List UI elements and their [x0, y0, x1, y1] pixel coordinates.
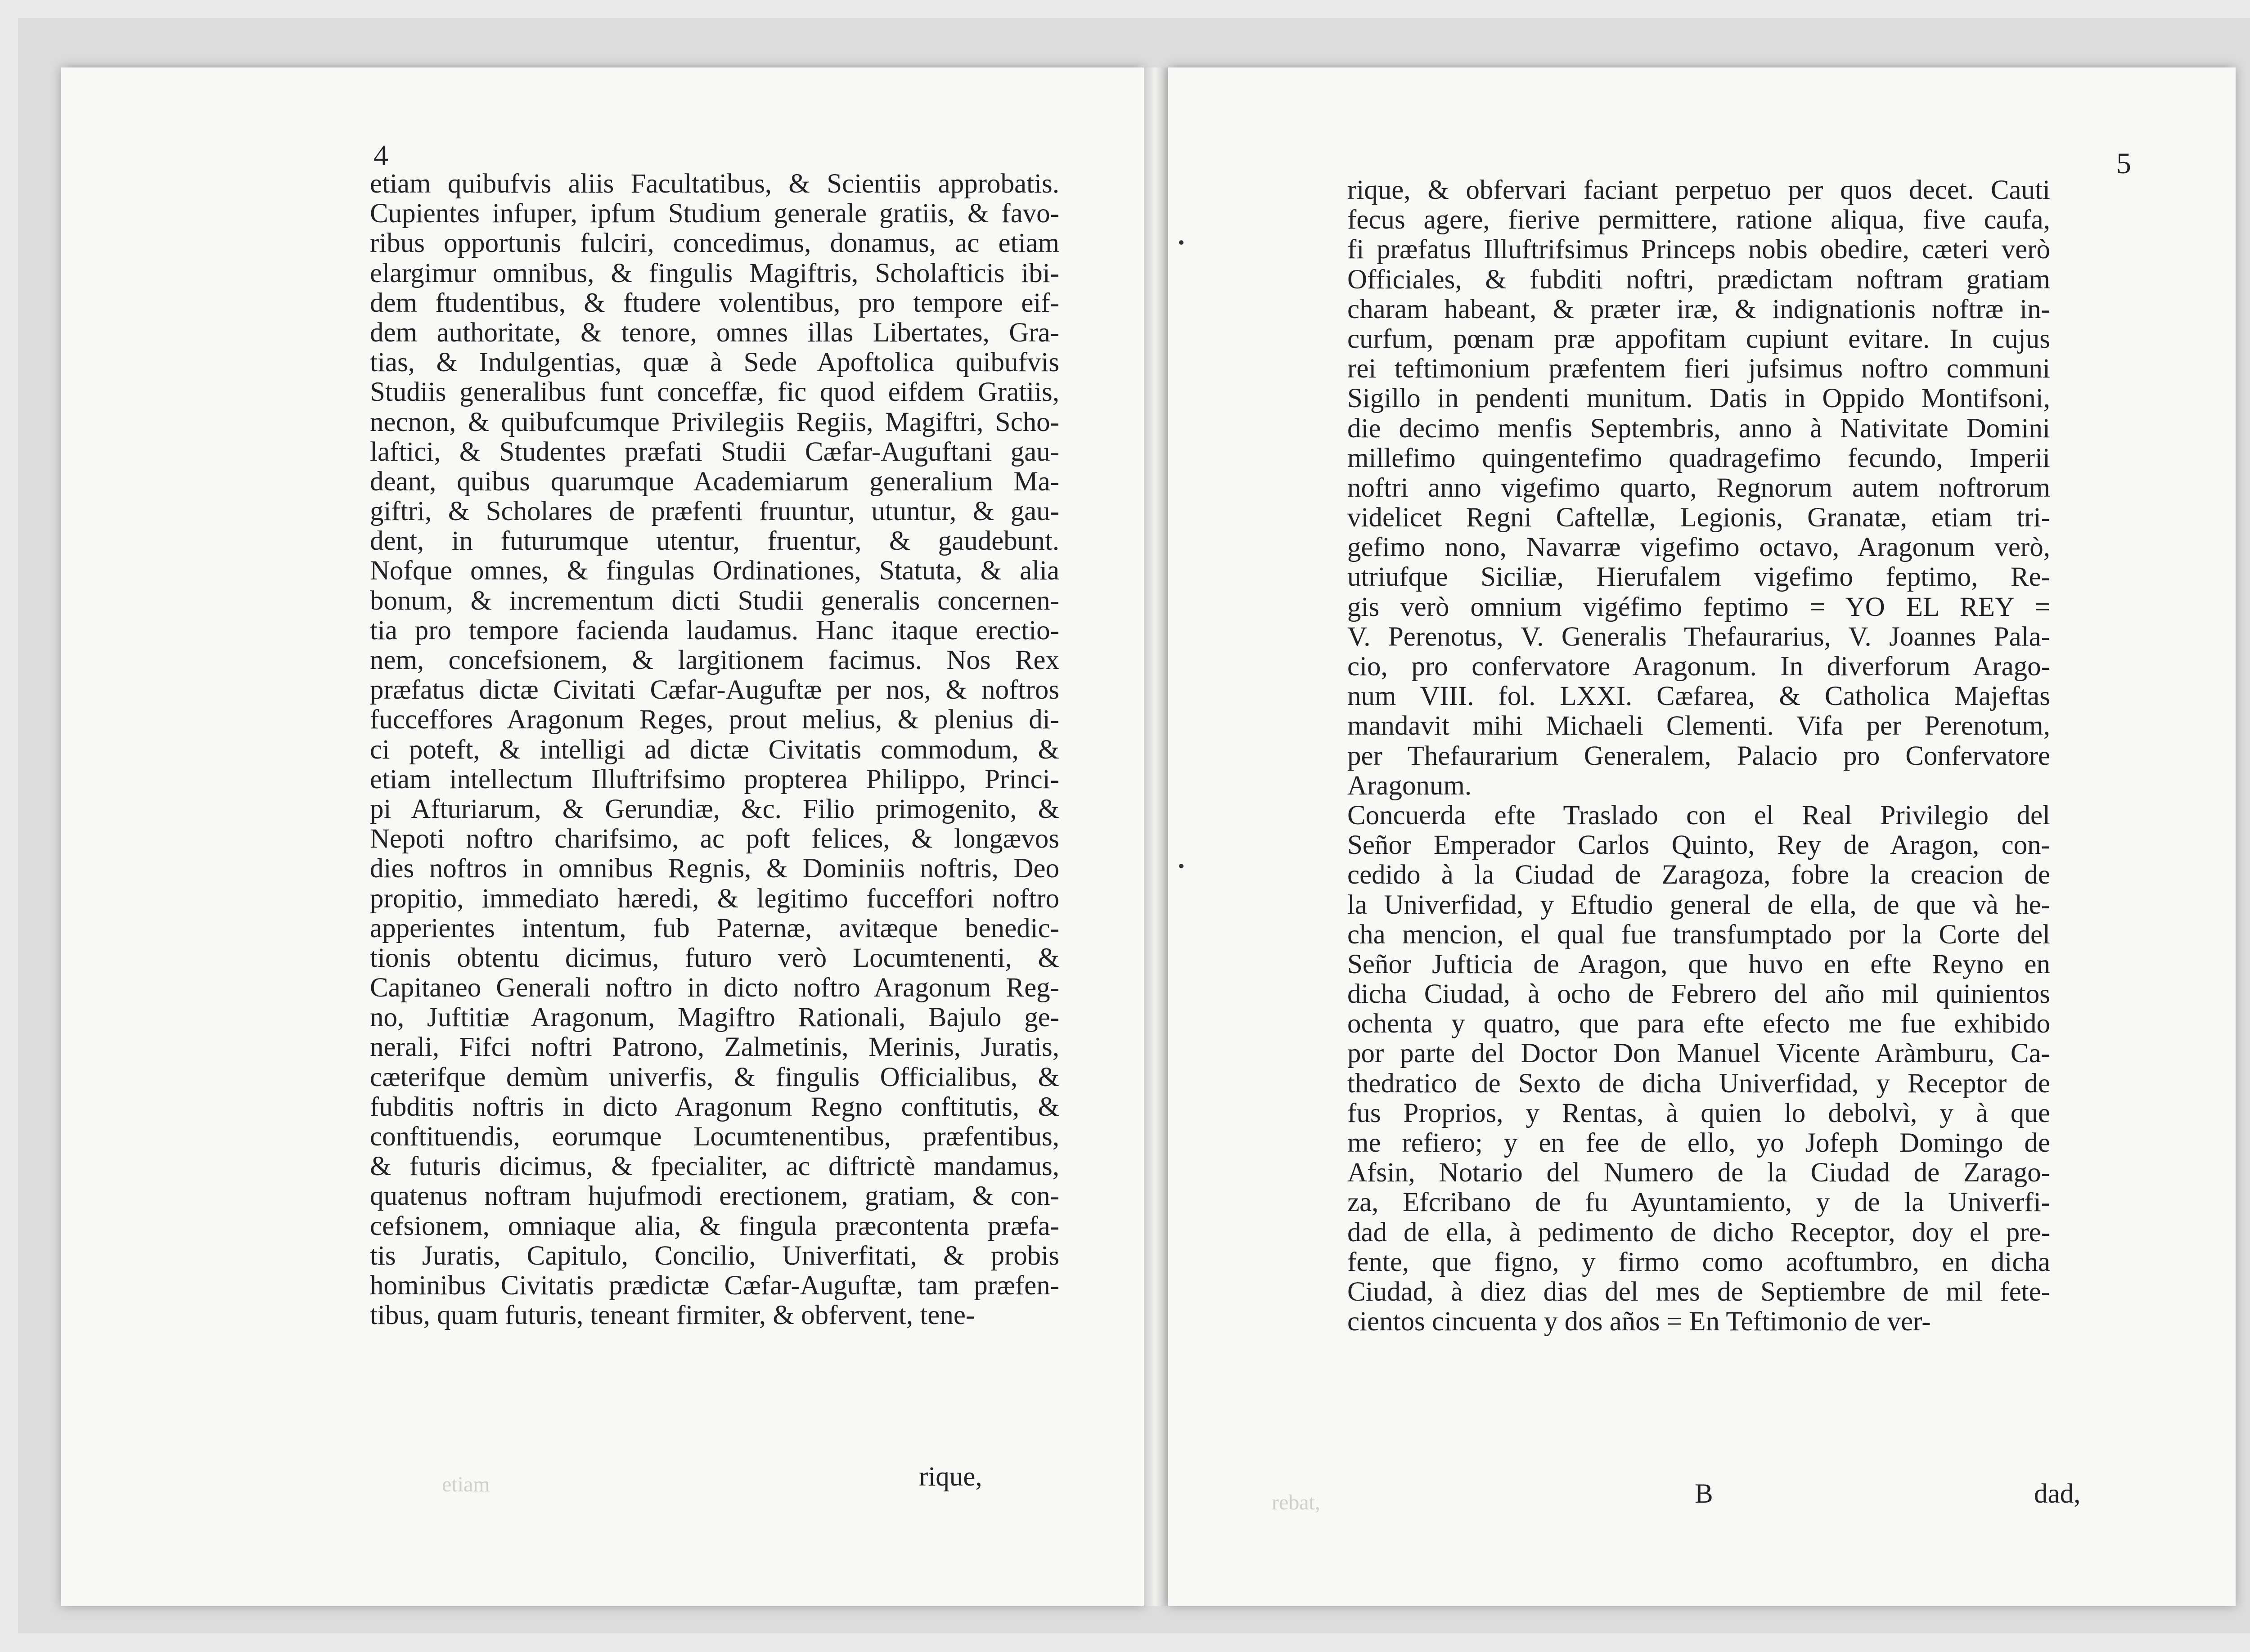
text-line: videlicet Regni Caftellæ, Legionis, Granatæ, etiam tri- — [1347, 503, 2050, 533]
text-line: Sigillo in pendenti munitum. Datis in Oppido Montifsoni, — [1347, 383, 2050, 414]
left-page — [61, 67, 1144, 1606]
text-line: dent, in futurumque utentur, fruentur, & gaudebunt. — [370, 526, 1059, 557]
text-line: curfum, pœnam præ appofitam cupiunt evitare. In cujus — [1347, 323, 2050, 354]
text-line: V. Perenotus, V. Generalis Thefaurarius, V. Joannes Pala- — [1347, 621, 2050, 652]
text-line: præfatus dictæ Civitati Cæfar-Auguftæ per nos, & noftros — [370, 675, 1059, 705]
text-line: die decimo menfis Septembris, anno à Nativitate Domini — [1347, 413, 2050, 444]
text-line: Aragonum. — [1347, 770, 1472, 801]
text-line: Concuerda efte Traslado con el Real Privilegio del — [1347, 800, 2050, 830]
right-page-text — [1347, 175, 2050, 1337]
text-line: rique, & obfervari faciant perpetuo per quos decet. Cauti — [1347, 175, 2050, 205]
text-line: fecus agere, fierive permittere, ratione aliqua, five caufa, — [1347, 205, 2050, 235]
text-line: etiam quibufvis aliis Facultatibus, & Scientiis approbatis. — [370, 169, 1059, 199]
text-line: pi Afturiarum, & Gerundiæ, &c. Filio primogenito, & — [370, 794, 1059, 824]
right-page-number: 5 — [2116, 147, 2131, 180]
text-line: ochenta y quatro, que para efte efecto me fue exhibido — [1347, 1009, 2050, 1039]
text-line: quatenus noftram hujufmodi erectionem, gratiam, & con- — [370, 1181, 1059, 1212]
text-line: la Univerfidad, y Eftudio general de ella, de que và he- — [1347, 889, 2050, 920]
text-line: fus Proprios, y Rentas, à quien lo debolvì, y à que — [1347, 1098, 2050, 1128]
text-line: necnon, & quibufcumque Privilegiis Regiis, Magiftri, Scho- — [370, 407, 1059, 437]
text-line: Señor Jufticia de Aragon, que huvo en efte Reyno en — [1347, 949, 2050, 979]
text-line: noftri anno vigefimo quarto, Regnorum autem noftrorum — [1347, 472, 2050, 503]
text-line: giftri, & Scholares de præfenti fruuntur, utuntur, & gau- — [370, 496, 1059, 527]
text-line: cefsionem, omniaque alia, & fingula præcontenta præfa- — [370, 1211, 1059, 1241]
text-line: dem authoritate, & tenore, omnes illas Libertates, Gra- — [370, 317, 1059, 348]
text-line: fi præfatus Illuftrifsimus Princeps nobis obedire, cæteri verò — [1347, 234, 2050, 265]
text-line: cha mencion, el qual fue transfumptado por la Corte del — [1347, 919, 2050, 950]
text-line: gefimo nono, Navarræ vigefimo octavo, Aragonum verò, — [1347, 532, 2050, 563]
binding-hole-mark — [1179, 240, 1184, 245]
right-page — [1168, 67, 2236, 1606]
text-line: Ciudad, à diez dias del mes de Septiembre de mil fete- — [1347, 1276, 2050, 1307]
text-line: millefimo quingentefimo quadragefimo fecundo, Imperii — [1347, 443, 2050, 473]
text-line: mandavit mihi Michaeli Clementi. Vifa per Perenotum, — [1347, 711, 2050, 741]
text-line: fente, que figno, y firmo como acoftumbro, en dicha — [1347, 1247, 2050, 1277]
gutter — [1144, 67, 1168, 1606]
text-line: deant, quibus quarumque Academiarum generalium Ma- — [370, 466, 1059, 497]
text-line: cæterifque demùm univerfis, & fingulis Officialibus, & — [370, 1062, 1059, 1092]
text-line: laftici, & Studentes præfati Studii Cæfar-Auguftani gau- — [370, 436, 1059, 467]
text-line: elargimur omnibus, & fingulis Magiftris, Scholafticis ibi- — [370, 258, 1059, 288]
right-catchword: dad, — [2034, 1479, 2081, 1509]
text-line: me refiero; y en fee de ello, yo Jofeph Domingo de — [1347, 1128, 2050, 1158]
text-line: Señor Emperador Carlos Quinto, Rey de Aragon, con- — [1347, 830, 2050, 861]
text-line: utriufque Siciliæ, Hierufalem vigefimo feptimo, Re- — [1347, 562, 2050, 593]
text-line: nem, concefsionem, & largitionem facimus. Nos Rex — [370, 645, 1059, 675]
text-line: no, Juftitiæ Aragonum, Magiftro Rationali, Bajulo ge- — [370, 1002, 1059, 1033]
text-line: tias, & Indulgentias, quæ à Sede Apoftolica quibufvis — [370, 347, 1059, 378]
text-line: ribus opportunis fulciri, concedimus, donamus, ac etiam — [370, 228, 1059, 259]
text-line: hominibus Civitatis prædictæ Cæfar-Auguftæ, tam præfen- — [370, 1270, 1059, 1301]
text-line: cientos cincuenta y dos años = En Teftimonio de ver- — [1347, 1306, 1931, 1337]
text-line: fucceffores Aragonum Reges, prout melius, & plenius di- — [370, 705, 1059, 735]
text-line: bonum, & incrementum dicti Studii generalis concernen- — [370, 585, 1059, 616]
text-line: fubditis noftris in dicto Aragonum Regno conftitutis, & — [370, 1091, 1059, 1122]
signature-mark: B — [1695, 1479, 1713, 1509]
text-line: ci poteft, & intelligi ad dictæ Civitatis commodum, & — [370, 734, 1059, 765]
text-line: Afsin, Notario del Numero de la Ciudad de Zarago- — [1347, 1158, 2050, 1188]
binding-hole-mark — [1179, 864, 1184, 868]
show-through-text: etiam — [442, 1472, 490, 1496]
left-page-text — [370, 169, 1059, 1330]
text-line: tis Juratis, Capitulo, Concilio, Univerfitati, & probis — [370, 1240, 1059, 1271]
text-line: & futuris dicimus, & fpecialiter, ac diftrictè mandamus, — [370, 1151, 1059, 1182]
text-line: dies noftros in omnibus Regnis, & Dominiis noftris, Deo — [370, 853, 1059, 884]
text-line: tionis obtentu dicimus, futuro verò Locumtenenti, & — [370, 943, 1059, 973]
book-spread — [18, 18, 2250, 1633]
left-catchword: rique, — [919, 1462, 982, 1492]
text-line: num VIII. fol. LXXI. Cæfarea, & Catholica Majeftas — [1347, 681, 2050, 712]
text-line: gis verò omnium vigéfimo feptimo = YO EL REY = — [1347, 592, 2050, 622]
left-page-number: 4 — [374, 139, 388, 172]
text-line: etiam intellectum Illuftrifsimo propterea Philippo, Princi- — [370, 764, 1059, 795]
text-line: propitio, immediato hæredi, & legitimo fucceffori noftro — [370, 883, 1059, 914]
text-line: por parte del Doctor Don Manuel Vicente Aràmburu, Ca- — [1347, 1038, 2050, 1069]
text-line: rei teftimonium præfentem fieri jufsimus noftro communi — [1347, 354, 2050, 384]
text-line: apperientes intentum, fub Paternæ, avitæque benedic- — [370, 913, 1059, 943]
text-line: za, Efcribano de fu Ayuntamiento, y de la Univerfi- — [1347, 1187, 2050, 1218]
show-through-text: rebat, — [1272, 1490, 1320, 1514]
text-line: conftituendis, eorumque Locumtenentibus, præfentibus, — [370, 1122, 1059, 1152]
text-line: Nofque omnes, & fingulas Ordinationes, Statuta, & alia — [370, 556, 1059, 586]
text-line: cedido à la Ciudad de Zaragoza, fobre la creacion de — [1347, 860, 2050, 890]
text-line: tibus, quam futuris, teneant firmiter, & obfervent, tene- — [370, 1300, 975, 1331]
text-line: Cupientes infuper, ipfum Studium generale gratiis, & favo- — [370, 198, 1059, 229]
text-line: per Thefaurarium Generalem, Palacio pro Confervatore — [1347, 741, 2050, 771]
text-line: Officiales, & fubditi noftri, prædictam noftram gratiam — [1347, 264, 2050, 295]
text-line: nerali, Fifci noftri Patrono, Zalmetinis, Merinis, Juratis, — [370, 1032, 1059, 1063]
text-line: Capitaneo Generali noftro in dicto noftro Aragonum Reg- — [370, 973, 1059, 1003]
text-line: tia pro tempore facienda laudamus. Hanc itaque erectio- — [370, 615, 1059, 646]
text-line: dad de ella, à pedimento de dicho Receptor, doy el pre- — [1347, 1217, 2050, 1248]
text-line: Studiis generalibus funt conceffæ, fic quod eifdem Gratiis, — [370, 377, 1059, 408]
text-line: thedratico de Sexto de dicha Univerfidad, y Receptor de — [1347, 1068, 2050, 1099]
text-line: cio, pro confervatore Aragonum. In diverforum Arago- — [1347, 651, 2050, 682]
text-line: dicha Ciudad, à ocho de Febrero del año mil quinientos — [1347, 979, 2050, 1010]
text-line: dem ftudentibus, & ftudere volentibus, pro tempore eif- — [370, 287, 1059, 318]
text-line: charam habeant, & præter iræ, & indignationis noftræ in- — [1347, 294, 2050, 324]
text-line: Nepoti noftro charifsimo, ac poft felices, & longævos — [370, 824, 1059, 854]
